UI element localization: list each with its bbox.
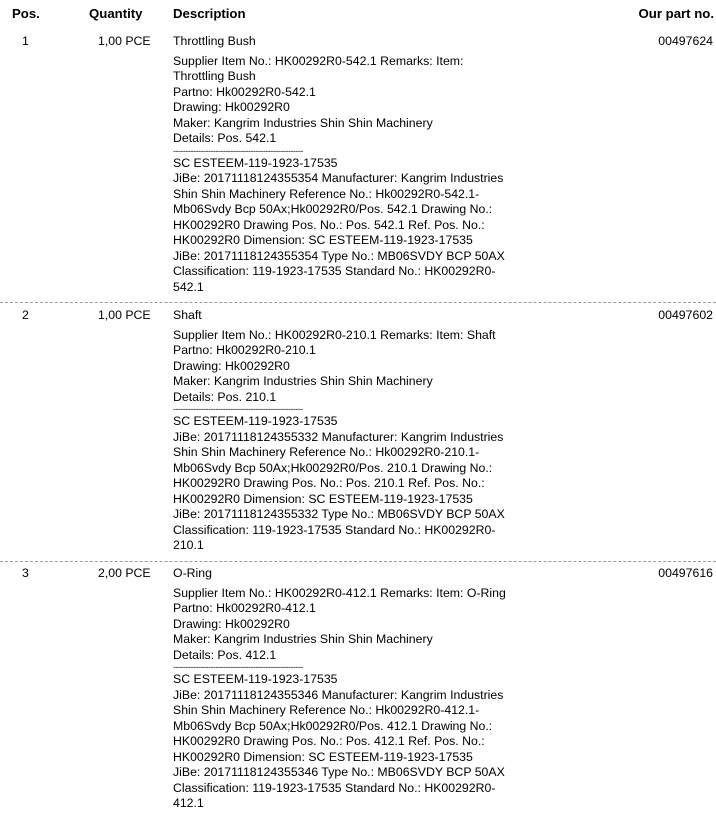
description-line: Mb06Svdy Bcp 50Ax;Hk00292R0/Pos. 210.1 Drawing No.: [173,460,493,475]
description-line: Shin Shin Machinery Reference No.: Hk00292R0-210.1- [173,445,480,459]
position-number: 3 [22,566,29,580]
description-line: HK00292R0 Drawing Pos. No.: Pos. 210.1 Ref. Pos. No.: [173,476,485,490]
column-header-description: Description [173,6,246,21]
description-line: HK00292R0 Drawing Pos. No.: Pos. 412.1 Ref. Pos. No.: [173,734,485,748]
description-line: Classification: 119-1923-17535 Standard No.: HK00292R0- [173,780,496,795]
description-line: JiBe: 20171118124355346 Type No.: MB06SVDY BCP 50AX [173,765,505,779]
column-header-part-no: Our part no. [638,6,714,21]
description-block [173,566,543,812]
separator-rule: ---------------------------------------------------- [173,146,303,156]
description-line: Classification: 119-1923-17535 Standard No.: HK00292R0- [173,264,496,278]
description-block [173,34,543,295]
separator-rule: ---------------------------------------------------- [173,405,303,414]
description-line: SC ESTEEM-119-1923-17535 [173,414,338,428]
description-line: JiBe: 20171118124355332 Type No.: MB06SVDY BCP 50AX [173,507,505,521]
item-title: Throttling Bush [173,34,256,48]
item-title: Shaft [173,308,202,322]
item-title: O-Ring [173,566,212,580]
row-divider [0,561,716,562]
description-line: 542.1 [173,279,204,294]
description-line: Supplier Item No.: HK00292R0-412.1 Remarks: Item: O-Ring [173,585,506,600]
position-number: 1 [22,34,29,48]
description-line: Shin Shin Machinery Reference No.: Hk00292R0-412.1- [173,703,480,717]
description-line: SC ESTEEM-119-1923-17535 [173,155,338,170]
description-line: Mb06Svdy Bcp 50Ax;Hk00292R0/Pos. 412.1 Drawing No.: [173,718,493,733]
description-line: HK00292R0 Dimension: SC ESTEEM-119-1923-17535 [173,491,473,506]
part-number: 00497616 [658,566,713,580]
quantity-value: 1,00 PCE [98,34,151,48]
part-number: 00497602 [658,308,713,322]
description-line: Details: Pos. 542.1 [173,131,277,145]
description-line: HK00292R0 Dimension: SC ESTEEM-119-1923-17535 [173,749,473,764]
description-line: JiBe: 20171118124355354 Type No.: MB06SVDY BCP 50AX [173,248,505,263]
table-header [0,0,716,32]
description-line: JiBe: 20171118124355354 Manufacturer: Kangrim Industries [173,171,504,185]
description-line: HK00292R0 Dimension: SC ESTEEM-119-1923-17535 [173,233,473,247]
description-line: Mb06Svdy Bcp 50Ax;Hk00292R0/Pos. 542.1 Drawing No.: [173,202,493,216]
description-line: Maker: Kangrim Industries Shin Shin Machinery [173,632,433,646]
column-header-pos: Pos. [12,6,40,21]
description-line: Maker: Kangrim Industries Shin Shin Machinery [173,374,433,388]
description-line: Supplier Item No.: HK00292R0-542.1 Remarks: Item: [173,53,464,68]
description-line: Classification: 119-1923-17535 Standard No.: HK00292R0- [173,522,496,537]
description-line: 210.1 [173,538,204,552]
separator-rule: ---------------------------------------------------- [173,663,303,672]
description-line: JiBe: 20171118124355332 Manufacturer: Kangrim Industries [173,429,504,444]
description-line: Supplier Item No.: HK00292R0-210.1 Remarks: Item: Shaft [173,327,496,342]
position-number: 2 [22,308,29,322]
description-line: Throttling Bush [173,69,256,83]
description-line: Partno: Hk00292R0-542.1 [173,84,316,99]
quantity-value: 2,00 PCE [98,566,151,580]
description-line: Partno: Hk00292R0-210.1 [173,343,316,357]
description-line: JiBe: 20171118124355346 Manufacturer: Kangrim Industries [173,687,504,702]
description-line: HK00292R0 Drawing Pos. No.: Pos. 542.1 Ref. Pos. No.: [173,217,485,232]
description-block [173,308,543,554]
row-divider [0,302,716,303]
column-header-quantity: Quantity [89,6,143,21]
description-line: Details: Pos. 210.1 [173,389,277,404]
part-number: 00497624 [658,34,713,48]
description-line: Drawing: Hk00292R0 [173,100,290,114]
description-line: Drawing: Hk00292R0 [173,616,290,631]
description-line: SC ESTEEM-119-1923-17535 [173,672,338,686]
quantity-value: 1,00 PCE [98,308,151,322]
description-line: 412.1 [173,796,204,810]
description-line: Drawing: Hk00292R0 [173,358,290,373]
description-line: Maker: Kangrim Industries Shin Shin Machinery [173,115,433,130]
description-line: Shin Shin Machinery Reference No.: Hk00292R0-542.1- [173,186,480,201]
description-line: Partno: Hk00292R0-412.1 [173,601,316,615]
description-line: Details: Pos. 412.1 [173,647,277,662]
